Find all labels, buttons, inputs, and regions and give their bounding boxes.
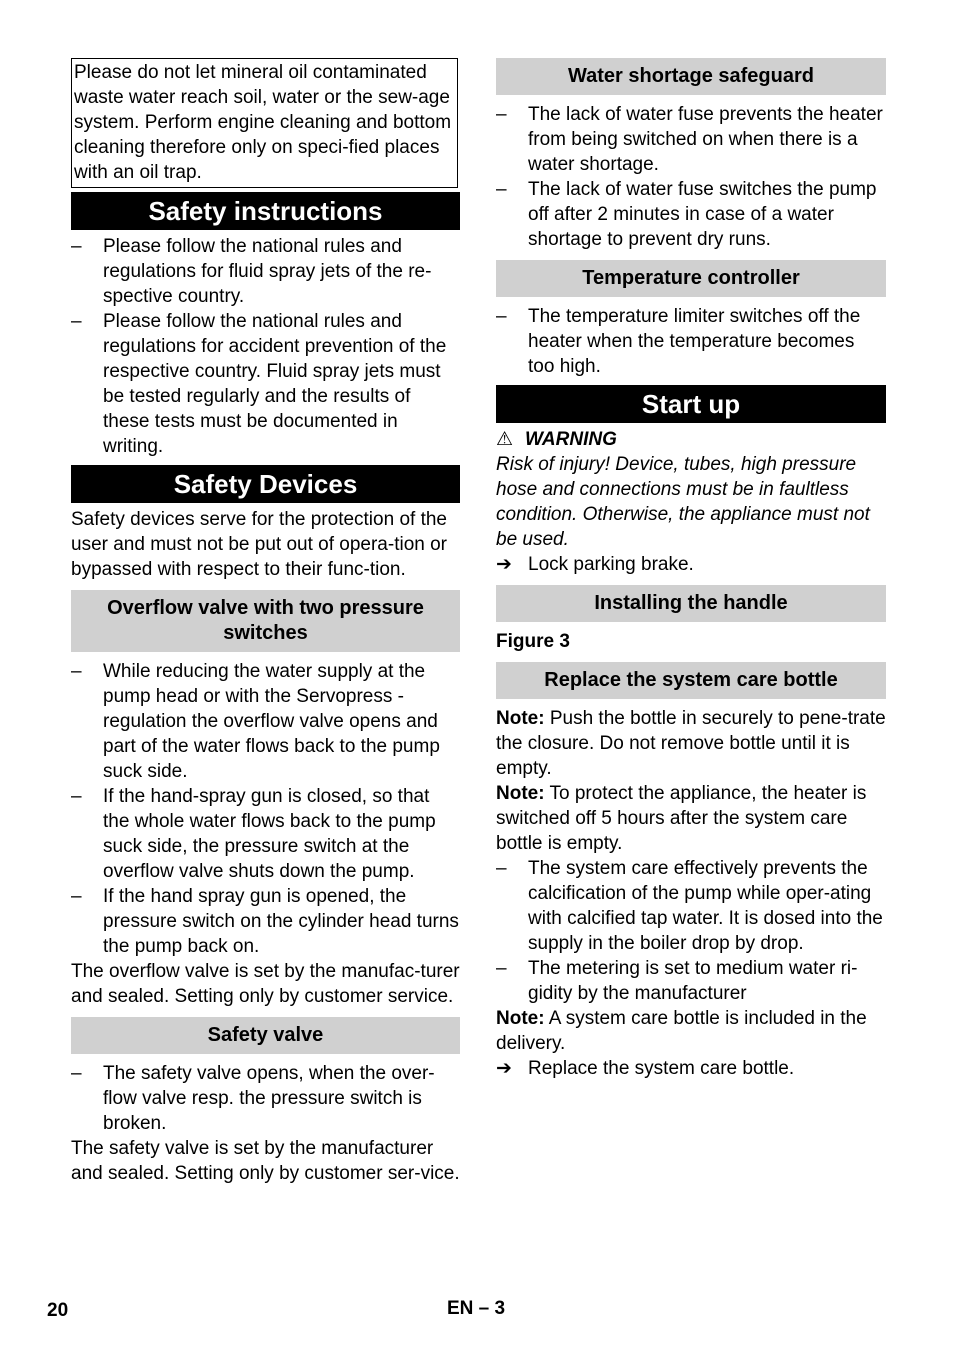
list-item: – Please follow the national rules and regulations for fluid spray jets of the re-spective country. (71, 234, 460, 309)
note-3-text: A system care bottle is included in the delivery. (496, 1008, 867, 1054)
figure-reference: Figure 3 (496, 631, 570, 652)
note-3 (496, 1006, 886, 1056)
warning-label-text: WARNING (525, 429, 617, 450)
left-column (71, 58, 460, 1186)
note-label: Note: (496, 1008, 545, 1029)
list-item: – The safety valve opens, when the over-flow valve resp. the pressure switch is broken. (71, 1061, 460, 1136)
list-item: – The metering is set to medium water ri-gidity by the manufacturer (496, 956, 886, 1006)
overflow-valve-note: The overflow valve is set by the manufac-turer and sealed. Setting only by customer service. (71, 961, 460, 1007)
safety-instructions-list (71, 234, 460, 459)
list-item: – The temperature limiter switches off the heater when the temperature becomes too high. (496, 304, 886, 379)
step-lock-brake (496, 552, 886, 577)
temperature-controller-heading: Temperature controller (496, 260, 886, 297)
list-item: – The lack of water fuse prevents the heater from being switched on when there is a water shortage. (496, 102, 886, 177)
warning-triangle-icon: ⚠ (496, 429, 514, 450)
temperature-controller-list (496, 304, 886, 379)
warning-label (496, 427, 886, 452)
overflow-valve-heading: Overflow valve with two pressure switches (71, 590, 460, 652)
safety-devices-intro: Safety devices serve for the protection of the user and must not be put out of opera-tion or bypassed with respect to their func-tion. (71, 509, 448, 580)
step-text: Replace the system care bottle. (528, 1058, 795, 1079)
replace-bottle-heading: Replace the system care bottle (496, 662, 886, 699)
list-item: – Please follow the national rules and regulations for accident prevention of the respective country. Fluid spray jets must be tested regularly and the results of these tests must be documented in writing. (71, 309, 460, 459)
note-2 (496, 781, 886, 856)
safety-devices-heading: Safety Devices (71, 465, 460, 503)
right-column (496, 58, 886, 1081)
step-replace-bottle (496, 1056, 886, 1081)
safety-valve-heading: Safety valve (71, 1017, 460, 1054)
system-care-list (496, 856, 886, 1006)
list-item: – The system care effectively prevents the calcification of the pump while oper-ating with calcified tap water. It is dosed into the supply in the boiler drop by drop. (496, 856, 886, 956)
note-2-text: To protect the appliance, the heater is switched off 5 hours after the system care bottle is empty. (496, 783, 867, 854)
list-item: – The lack of water fuse switches the pump off after 2 minutes in case of a water shortage to prevent dry runs. (496, 177, 886, 252)
safety-valve-list (71, 1061, 460, 1136)
list-item: – While reducing the water supply at the pump head or with the Servopress - regulation the overflow valve opens and part of the water flows back to the pump suck side. (71, 659, 460, 784)
warning-text: Risk of injury! Device, tubes, high pressure hose and connections must be in faultless condition. Otherwise, the appliance must not be used. (496, 454, 870, 550)
safety-instructions-heading: Safety instructions (71, 192, 460, 230)
oil-notice-box: Please do not let mineral oil contaminated waste water reach soil, water or the sew-age system. Perform engine cleaning and bottom cleaning therefore only on speci-fied places with an oil trap. (71, 58, 458, 188)
overflow-valve-list (71, 659, 460, 959)
water-shortage-list (496, 102, 886, 252)
page-number: 20 (47, 1300, 69, 1321)
list-item: – If the hand spray gun is opened, the pressure switch on the cylinder head turns the pump back on. (71, 884, 460, 959)
water-shortage-heading: Water shortage safeguard (496, 58, 886, 95)
note-1-text: Push the bottle in securely to pene-trate the closure. Do not remove bottle until it is empty. (496, 708, 886, 779)
language-page-indicator: EN – 3 (447, 1298, 506, 1319)
safety-valve-note: The safety valve is set by the manufacturer and sealed. Setting only by customer ser-vice. (71, 1138, 460, 1184)
arrow-right-icon: ➔ (496, 1058, 512, 1079)
list-item: – If the hand-spray gun is closed, so that the whole water flows back to the pump suck side, the pressure switch at the overflow valve shuts down the pump. (71, 784, 460, 884)
start-up-heading: Start up (496, 385, 886, 423)
note-label: Note: (496, 783, 545, 804)
installing-handle-heading: Installing the handle (496, 585, 886, 622)
arrow-right-icon: ➔ (496, 554, 512, 575)
step-text: Lock parking brake. (528, 554, 694, 575)
note-1 (496, 706, 886, 781)
note-label: Note: (496, 708, 545, 729)
